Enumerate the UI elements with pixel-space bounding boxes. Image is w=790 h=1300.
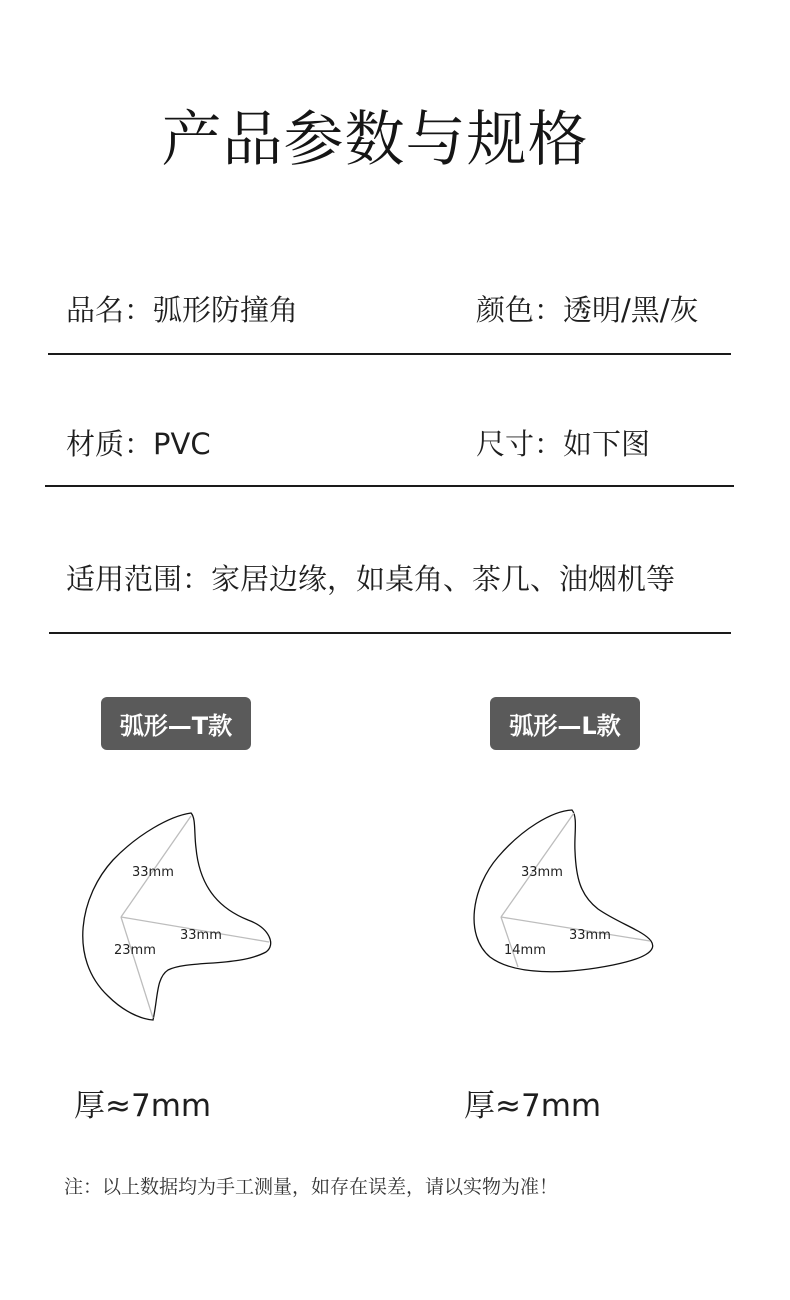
product-material: 材质：PVC — [66, 427, 211, 461]
divider-2 — [45, 485, 734, 487]
t-dim-1: 33mm — [132, 865, 174, 880]
l-dim-1: 33mm — [521, 865, 563, 880]
l-dim-2: 33mm — [569, 928, 611, 943]
product-name: 品名：弧形防撞角 — [66, 293, 299, 327]
l-dim-3: 14mm — [504, 943, 546, 958]
t-model-diagram — [78, 808, 278, 1028]
t-dim-3: 23mm — [114, 943, 156, 958]
l-model-thickness: 厚≈7mm — [464, 1088, 602, 1124]
disclaimer-note: 注：以上数据均为手工测量，如存在误差，请以实物为准！ — [64, 1176, 559, 1198]
t-model-thickness: 厚≈7mm — [74, 1088, 212, 1124]
l-model-diagram — [468, 805, 658, 980]
page-title: 产品参数与规格 — [161, 105, 589, 175]
divider-3 — [49, 632, 731, 634]
product-color: 颜色：透明/黑/灰 — [476, 293, 699, 327]
divider-1 — [48, 353, 731, 355]
badge-l-model: 弧形—L款 — [490, 697, 640, 750]
badge-t-model: 弧形—T款 — [101, 697, 251, 750]
product-size: 尺寸：如下图 — [476, 427, 651, 461]
t-model-outline — [83, 813, 271, 1020]
l-model-outline — [474, 810, 653, 972]
product-scope: 适用范围：家居边缘，如桌角、茶几、油烟机等 — [66, 562, 676, 596]
t-dim-2: 33mm — [180, 928, 222, 943]
